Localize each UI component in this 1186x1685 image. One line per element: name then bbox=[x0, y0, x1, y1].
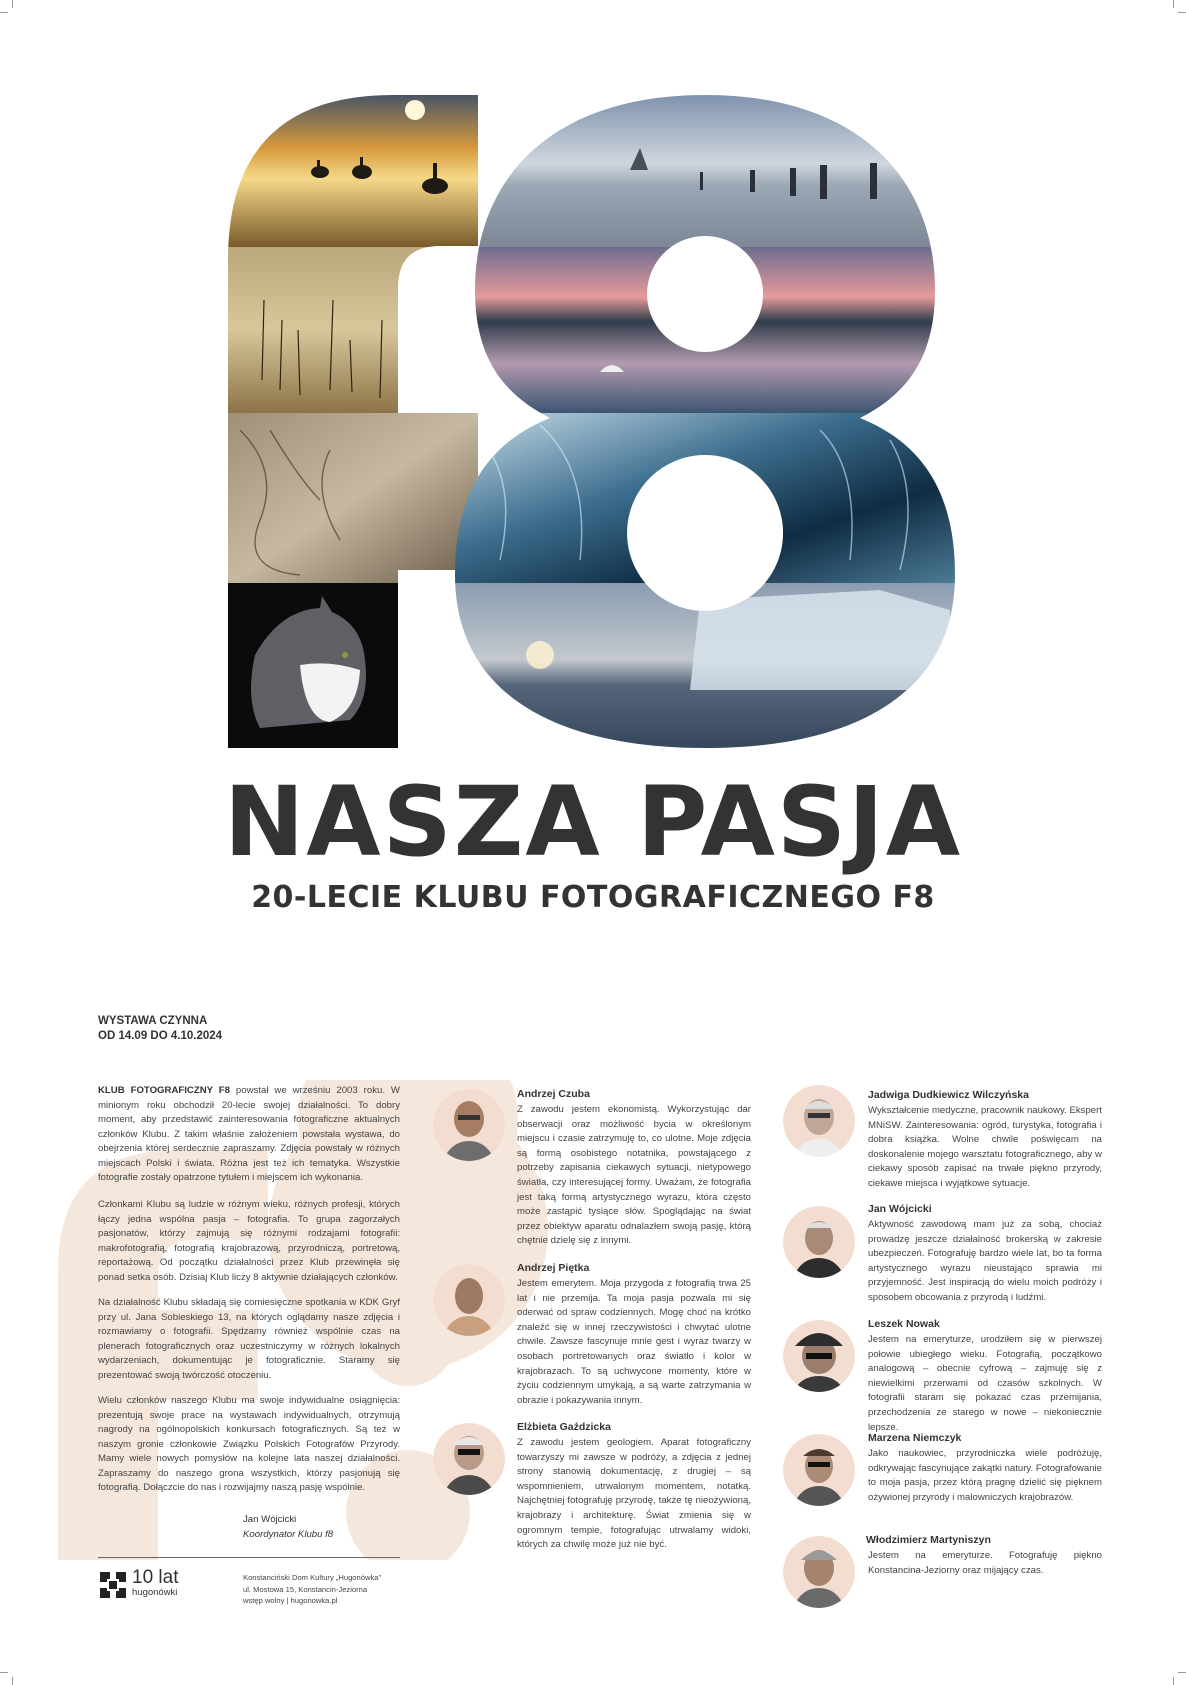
portrait-photo bbox=[433, 1264, 505, 1336]
exhibition-label: WYSTAWA CZYNNA bbox=[98, 1015, 208, 1027]
crop-mark bbox=[1173, 1677, 1174, 1685]
portrait-photo bbox=[783, 1206, 855, 1278]
poster-subtitle: 20-LECIE KLUBU FOTOGRAFICZNEGO F8 bbox=[251, 880, 935, 915]
hugonowka-logo bbox=[132, 1568, 178, 1598]
crop-mark bbox=[0, 1672, 8, 1673]
crop-mark bbox=[1178, 1672, 1186, 1673]
venue-address: ul. Mostowa 15, Konstancin-Jeziorna bbox=[243, 1584, 368, 1594]
portrait-photo bbox=[783, 1320, 855, 1392]
venue-website[interactable]: wstęp wolny | hugonowka.pl bbox=[243, 1596, 338, 1605]
logo-name: hugonówki bbox=[132, 1587, 178, 1598]
intro-paragraph-2: Członkami Klubu są ludzie w różnym wieku, różnych profesji, których łączy jedna wspólna pasja – fotografia. To grupa zagorzałych pasjonatów, którzy zajmują się różnymi rodzajami fotografii: makrofotografią, fotografią krajobrazową, przyrodniczą, portretową, reportażową. Od początku działalności przez Klub przewinęła się ponad setka osób. Dzisiaj Klub liczy 8 aktywnie działających członków. bbox=[98, 1199, 400, 1283]
signature bbox=[243, 1513, 333, 1542]
member-bio: Aktywność zawodową mam już za sobą, chociaż prowadzę jeszcze działalność brokerską w zakresie ubezpieczeń. Fotografuję bardzo wiele lat, bo ta forma artystycznego wyrazu nieustająco sprawia mi przyjemność. Jest inspiracją do wielu moich podróży i sposobem obcowania z przyrodą i ludźmi. bbox=[868, 1219, 1102, 1303]
member-bio: Z zawodu jestem geologiem. Aparat fotograficzny towarzyszy mi zawsze w podróży, a zdjęcia z jednej strony stanowią dokumentację, z drugiej – są wspomnieniem, utrwalonym momentem, notatką. Najchętniej fotografuję przyrodę, także tę nieożywioną, krajobrazy i architekturę. Świat zmienia się w ogromnym tempie, fotografując utrwalamy widoki, których za chwilę może już nie być. bbox=[517, 1437, 751, 1551]
portrait-photo bbox=[433, 1423, 505, 1495]
member-bio: Jestem emerytem. Moja przygoda z fotografią trwa 25 lat i nie przemija. Ta moja pasja pozwala mi się oderwać od spraw codziennych. Mogę choć na krótko znaleźć się w innej rzeczywistości i chwytać ulotne chwile. Zawsze fascynuje mnie gest i wyraz twarzy w osobach portretowanych oraz światło i kolor w krajobrazach. To są uchwycone momenty, które w życiu codziennym umykają, a są warte zatrzymania w obrazie i pokazywania innym. bbox=[517, 1278, 751, 1406]
member-name: Marzena Niemczyk bbox=[868, 1432, 962, 1444]
club-name: KLUB FOTOGRAFICZNY F8 bbox=[98, 1085, 230, 1096]
portrait-photo bbox=[783, 1536, 855, 1608]
exhibition-dates bbox=[98, 1014, 222, 1044]
f8-photo-collage bbox=[0, 0, 1186, 760]
member-bio: Jestem na emeryturze, urodziłem się w pierwszej połowie ubiegłego wieku. Fotografią, początkowo analogową – obecnie cyfrową – zajmuję się z niewielkimi przerwami od czasów szkolnych. W fotografii staram się pokazać czas przemijania, przechodzenia ze starego w nowe – niekoniecznie lepsze. bbox=[868, 1334, 1102, 1433]
member-name: Elżbieta Gaździcka bbox=[517, 1421, 611, 1433]
intro-paragraph-1: KLUB FOTOGRAFICZNY F8 powstał we wrześniu 2003 roku. W minionym roku obchodził 20-lecie swojej działalności. To dobry moment, aby przedstawić zainteresowania fotograficzne aktualnych członków Klubu. Z takim właśnie założeniem powstała wystawa, do obejrzenia której serdecznie zapraszamy. Zdjęcia powstały w różnych miejscach Polski i świata. Różna jest też ich tematyka. Wszystkie fotografie zostały opatrzone tytułem i miejscem ich wykonania. bbox=[98, 1085, 400, 1183]
portrait-photo bbox=[783, 1434, 855, 1506]
member-name: Andrzej Piętka bbox=[517, 1262, 590, 1274]
hugonowka-logo-icon bbox=[98, 1570, 128, 1600]
exhibition-range: OD 14.09 DO 4.10.2024 bbox=[98, 1030, 223, 1042]
signature-role: Koordynator Klubu f8 bbox=[243, 1528, 334, 1540]
portrait-photo bbox=[433, 1089, 505, 1161]
logo-anniversary: 10 lat bbox=[132, 1567, 179, 1588]
intro-paragraph-4: Wielu członków naszego Klubu ma swoje indywidualne osiągnięcia: prezentują swoje prace na wystawach indywidualnych, otrzymują nagrody na ogólnopolskich konkursach fotograficznych. Są też w naszym gronie członkowie Związku Polskich Fotografów Przyrody. Mamy wiele nowych pomysłów na kolejne lata naszej działalności. Zapraszamy do naszego grona wszystkich, którzy pasjonują się fotografią. Dołączcie do nas i rozwijajmy naszą pasję wspólnie. bbox=[98, 1395, 400, 1493]
member-name: Leszek Nowak bbox=[868, 1318, 940, 1330]
member-bio: Jako naukowiec, przyrodniczka wiele podróżuję, odkrywając fascynujące zakątki natury. Fotografowanie to moja pasja, przez którą pragnę dzielić się pięknem ożywionej przyrody i malowniczych krajobrazów. bbox=[868, 1448, 1102, 1503]
member-name: Włodzimierz Martyniszyn bbox=[866, 1534, 991, 1546]
member-name: Jan Wójcicki bbox=[868, 1203, 932, 1215]
member-bio: Jestem na emeryturze. Fotografuję piękno Konstancina-Jeziorny oraz mijający czas. bbox=[868, 1550, 1102, 1576]
signature-name: Jan Wójcicki bbox=[243, 1514, 297, 1525]
member-name: Andrzej Czuba bbox=[517, 1088, 590, 1100]
portrait-photo bbox=[783, 1085, 855, 1157]
intro-paragraph-3: Na działalność Klubu składają się comiesięczne spotkania w KDK Gryf przy ul. Jana Sobieskiego 13, na których oglądamy nasze zdjęcia i rozmawiamy o fotografii. Spędzamy również wspólnie czas na plenerach fotograficznych oraz uczestniczymy w różnych lokalnych wydarzeniach, dokumentując je fotograficznie. Staramy się prezentować swoją twórczość otoczeniu. bbox=[98, 1297, 400, 1381]
poster-title: NASZA PASJA bbox=[223, 766, 963, 878]
crop-mark bbox=[12, 1677, 13, 1685]
member-bio: Wykształcenie medyczne, pracownik naukowy. Ekspert MNiSW. Zainteresowania: ogród, turystyka, fotografia i dobra książka. Wolne chwile poświęcam na doskonalenie mojego warsztatu fotograficznego, aby w ciekawy sposób zapisać na trwałe piękno przyrody, ciekawe miejsca i wyjątkowe sytuacje. bbox=[868, 1105, 1102, 1189]
member-bio: Z zawodu jestem ekonomistą. Wykorzystując dar obserwacji oraz możliwość bycia w określonym miejscu i czasie zatrzymuję to, co ulotne. Moje zdjęcia są formą osobistego notatnika, powstającego z potrzeby zapisania ciekawych sytuacji, nietypowego światła, czy interesującej formy. Uważam, że fotografia jest taką formą artystycznego wyrazu, która często może zastąpić tysiące słów. Spoglądając na świat przez obiektyw aparatu odnalazłem swoją pasję, którą chętnie dzielę się z innymi. bbox=[517, 1104, 751, 1247]
member-name: Jadwiga Dudkiewicz Wilczyńska bbox=[868, 1089, 1029, 1101]
footer-divider bbox=[98, 1557, 400, 1558]
venue-info bbox=[243, 1572, 381, 1607]
venue-name: Konstanciński Dom Kultury „Hugonówka” bbox=[243, 1573, 382, 1582]
